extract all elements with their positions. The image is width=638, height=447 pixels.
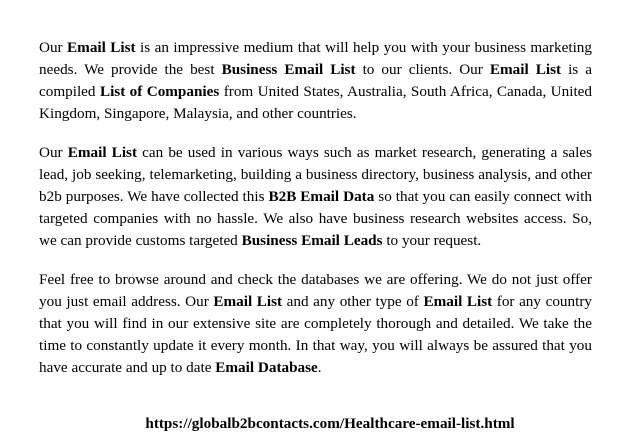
- bold-term: Email List: [67, 144, 138, 161]
- paragraph-1: [39, 37, 592, 125]
- text-run: to your request.: [382, 232, 482, 249]
- text-run: can be used in various ways such as market research, generating a sales lead, job seeking, telemarketing, building a business directory, business analysis, and other b2b purposes. We have collected this: [39, 144, 592, 205]
- text-run: .: [317, 359, 322, 376]
- text-run: from United States, Australia, South Africa, Canada, United Kingdom, Singapore, Malaysia, and other countries.: [39, 83, 592, 122]
- bold-term: Email List: [213, 293, 283, 310]
- bold-term: Email List: [489, 61, 562, 78]
- text-run: to our clients. Our: [355, 61, 490, 78]
- bold-term: Business Email List: [221, 61, 356, 78]
- bold-term: Email List: [67, 39, 136, 56]
- bold-term: Email List: [423, 293, 493, 310]
- paragraph-3: [39, 269, 592, 379]
- paragraph-2: [39, 142, 592, 252]
- text-run: so that you can easily connect with targeted companies with no hassle. We also have business research websites access. So, we can provide customs targeted: [39, 188, 592, 249]
- footer-url: https://globalb2bcontacts.com/Healthcare-email-list.html: [145, 415, 515, 432]
- text-run: for any country that you will find in our extensive site are completely thorough and detailed. We take the time to constantly update it every month. In that way, you will always be assured that you have accurate and up to date: [39, 293, 592, 376]
- bold-term: Email Database: [215, 359, 318, 376]
- bold-term: B2B Email Data: [268, 188, 375, 205]
- bold-term: Business Email Leads: [241, 232, 383, 249]
- text-run: and any other type of: [282, 293, 424, 310]
- text-run: is an impressive medium that will help you with your business marketing needs. We provide the best: [39, 39, 592, 78]
- text-run: Our: [39, 39, 68, 56]
- text-run: Feel free to browse around and check the databases we are offering. We do not just offer you just email address. Our: [39, 271, 592, 310]
- text-run: Our: [39, 144, 68, 161]
- document-body: [39, 37, 592, 396]
- bold-term: List of Companies: [99, 83, 220, 100]
- text-run: is a compiled: [39, 61, 593, 100]
